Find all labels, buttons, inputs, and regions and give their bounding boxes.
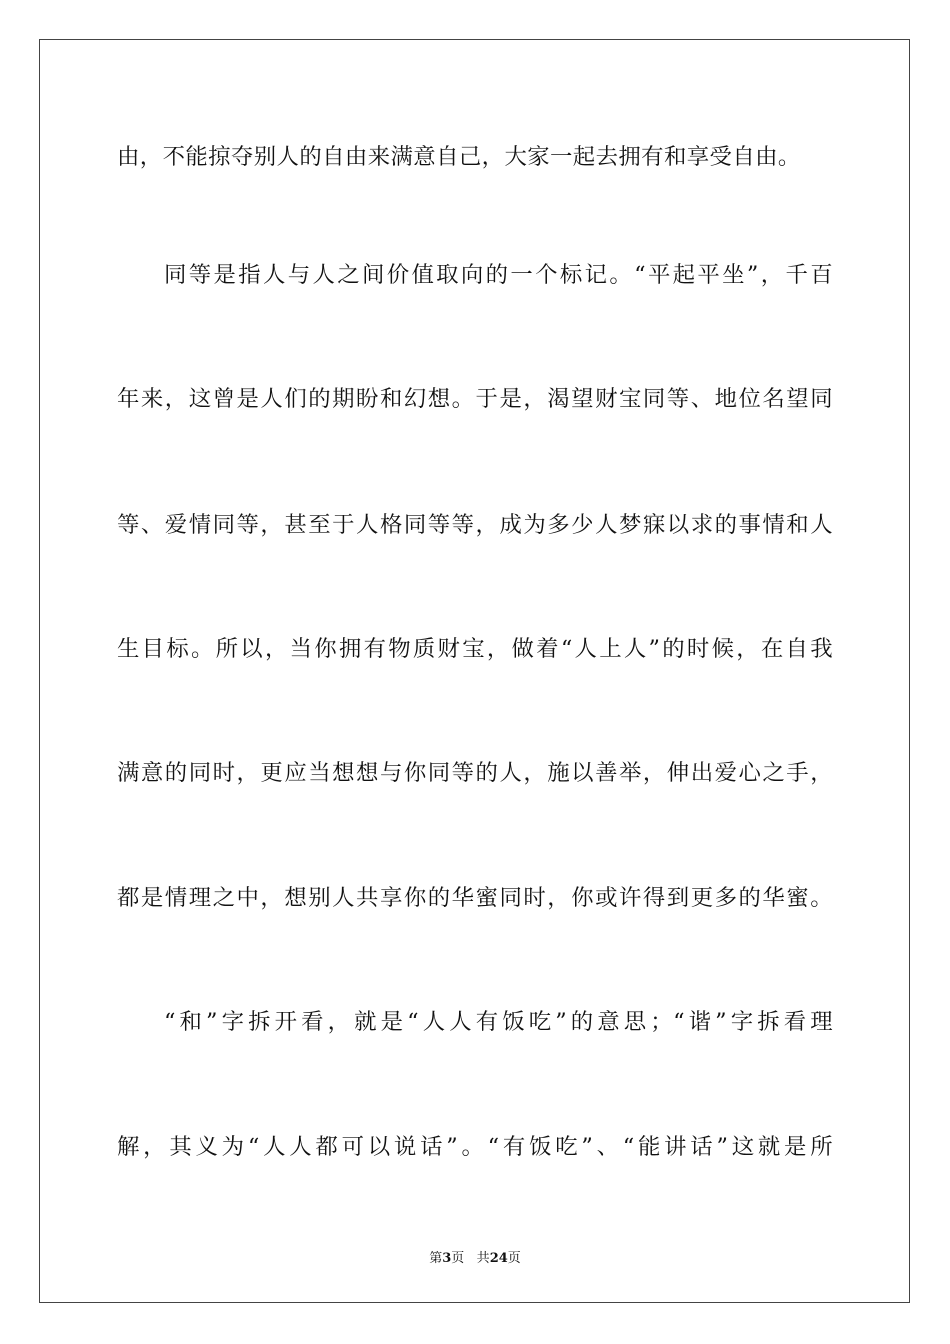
page-prefix: 第 <box>429 1251 443 1266</box>
total-suffix: 页 <box>507 1251 521 1266</box>
total-prefix: 共 <box>476 1251 490 1266</box>
page-frame <box>39 39 910 1303</box>
text-line-4: 等、爱情同等，甚至于人格同等等，成为多少人梦寐以求的事情和人 <box>117 512 833 538</box>
text-line-2: 同等是指人与人之间价值取向的一个标记。“平起平坐”，千百 <box>164 262 833 288</box>
text-line-6: 满意的同时，更应当想想与你同等的人，施以善举，伸出爱心之手， <box>117 760 833 786</box>
page-number: 3 <box>442 1251 452 1266</box>
text-line-9: 解，其义为“人人都可以说话”。“有饭吃”、“能讲话”这就是所 <box>117 1134 833 1160</box>
text-line-3: 年来，这曾是人们的期盼和幻想。于是，渴望财宝同等、地位名望同 <box>117 386 833 412</box>
page-suffix: 页 <box>451 1251 465 1266</box>
page-footer <box>0 1247 950 1266</box>
text-line-5: 生目标。所以，当你拥有物质财宝，做着“人上人”的时候，在自我 <box>117 636 833 662</box>
text-line-8: “和”字拆开看，就是“人人有饭吃”的意思；“谐”字拆看理 <box>164 1009 833 1035</box>
total-pages: 24 <box>489 1251 508 1266</box>
text-line-7: 都是情理之中，想别人共享你的华蜜同时，你或许得到更多的华蜜。 <box>117 885 833 911</box>
text-line-1: 由，不能掠夺别人的自由来满意自己，大家一起去拥有和享受自由。 <box>117 144 801 170</box>
